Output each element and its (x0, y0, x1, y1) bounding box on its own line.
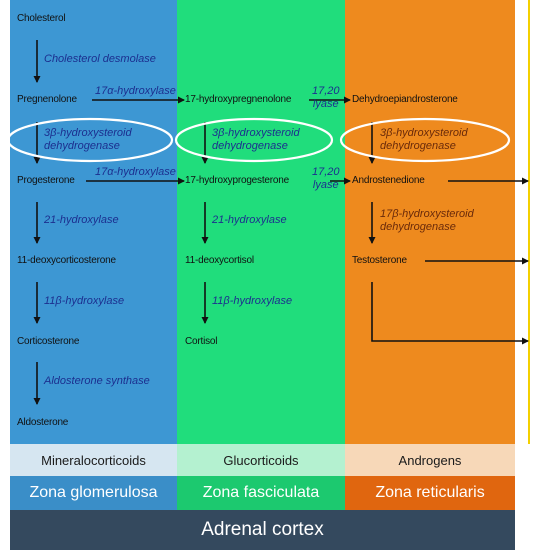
lyase-mid-line-2: lyase (312, 179, 339, 191)
compound-dhea: Dehydroepiandrosterone (352, 94, 458, 105)
zone-name-reticularis: Zona reticularis (345, 476, 515, 510)
lyase-top-line-1: 17,20 (312, 85, 340, 97)
compound-cortisol: Cortisol (185, 336, 218, 347)
enzyme-17-20-lyase-top (312, 85, 340, 111)
enzyme-17-20-lyase-mid (312, 166, 340, 192)
compound-11-deoxycorticosterone: 11-deoxycorticosterone (17, 255, 116, 266)
category-mineralocorticoids: Mineralocorticoids (10, 444, 177, 476)
lyase-top-line-2: lyase (312, 98, 339, 110)
arrow-testosterone-elbow (372, 282, 528, 341)
enzyme-17a-hydroxylase-mid: 17α-hydroxylase (95, 166, 176, 178)
compound-cholesterol: Cholesterol (17, 13, 66, 24)
compound-corticosterone: Corticosterone (17, 336, 80, 347)
compound-11-deoxycortisol: 11-deoxycortisol (185, 255, 254, 266)
category-androgens: Androgens (345, 444, 515, 476)
enzyme-21-hydroxylase-fasciculata: 21-hydroxylase (212, 214, 287, 226)
compound-testosterone: Testosterone (352, 255, 407, 266)
hsd17b-line-1: 17β-hydroxysteroid (380, 208, 474, 220)
compound-17-hydroxyprogesterone: 17-hydroxyprogesterone (185, 175, 289, 186)
lyase-mid-line-1: 17,20 (312, 166, 340, 178)
hsd3b-2-line-2: dehydrogenase (212, 140, 288, 152)
hsd3b-3-line-2: dehydrogenase (380, 140, 456, 152)
adrenal-cortex-footer: Adrenal cortex (10, 510, 515, 550)
enzyme-3b-hsd-fasciculata (212, 127, 300, 153)
hsd3b-3-line-1: 3β-hydroxysteroid (380, 127, 468, 139)
hsd3b-1-line-2: dehydrogenase (44, 140, 120, 152)
enzyme-17a-hydroxylase-top: 17α-hydroxylase (95, 85, 176, 97)
hsd17b-line-2: dehydrogenase (380, 221, 456, 233)
enzyme-21-hydroxylase-glomerulosa: 21-hydroxylase (44, 214, 119, 226)
compound-progesterone: Progesterone (17, 175, 75, 186)
hsd3b-1-line-1: 3β-hydroxysteroid (44, 127, 132, 139)
enzyme-17b-hsd (380, 208, 474, 234)
enzyme-11b-hydroxylase-glomerulosa: 11β-hydroxylase (44, 295, 125, 307)
enzyme-3b-hsd-reticularis (380, 127, 468, 153)
enzyme-cholesterol-desmolase: Cholesterol desmolase (44, 53, 156, 65)
zone-name-glomerulosa: Zona glomerulosa (10, 476, 177, 510)
compound-aldosterone: Aldosterone (17, 417, 69, 428)
hsd3b-2-line-1: 3β-hydroxysteroid (212, 127, 300, 139)
enzyme-3b-hsd-glomerulosa (44, 127, 132, 153)
zone-name-fasciculata: Zona fasciculata (177, 476, 345, 510)
compound-androstenedione: Androstenedione (352, 175, 425, 186)
category-glucocorticoids: Glucorticoids (177, 444, 345, 476)
enzyme-aldosterone-synthase: Aldosterone synthase (44, 375, 150, 387)
compound-pregnenolone: Pregnenolone (17, 94, 77, 105)
compound-17-hydroxypregnenolone: 17-hydroxypregnenolone (185, 94, 292, 105)
enzyme-11b-hydroxylase-fasciculata: 11β-hydroxylase (212, 295, 293, 307)
